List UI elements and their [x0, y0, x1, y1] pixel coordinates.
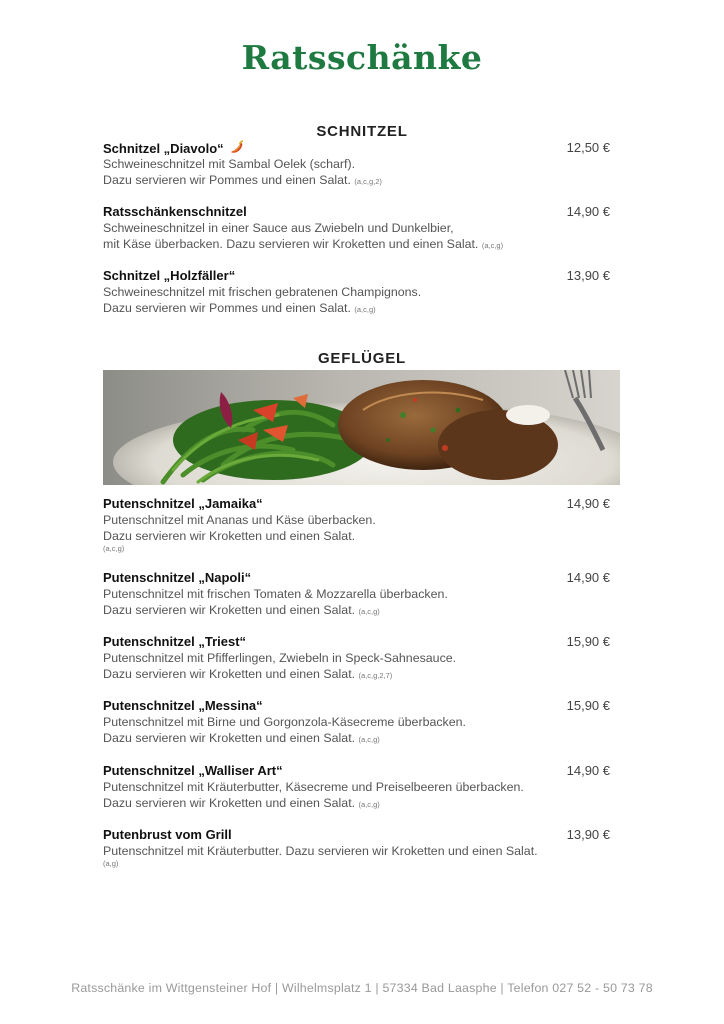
section-title-schnitzel: SCHNITZEL [316, 123, 408, 140]
description-line: Putenschnitzel mit Ananas und Käse überbacken. [103, 513, 376, 527]
item-price: 14,90 € [566, 204, 610, 219]
allergen-codes: (a,c,g) [358, 735, 380, 744]
item-name: Putenschnitzel „Messina“ [103, 698, 263, 713]
item-description [103, 220, 613, 254]
item-description [103, 512, 613, 554]
item-price: 14,90 € [566, 496, 610, 511]
allergen-codes: (a,c,g) [358, 607, 380, 616]
item-name: Putenschnitzel „Napoli“ [103, 570, 252, 585]
menu-item [103, 140, 613, 190]
item-description [103, 586, 613, 620]
allergen-codes: (a,c,g,2) [354, 177, 382, 186]
item-description [103, 779, 613, 813]
item-description [103, 843, 613, 869]
item-name: Ratsschänkenschnitzel [103, 204, 247, 219]
item-price: 15,90 € [566, 634, 610, 649]
allergen-codes: (a,c,g) [354, 305, 376, 314]
menu-item [103, 268, 613, 318]
item-name: Putenschnitzel „Triest“ [103, 634, 247, 649]
allergen-codes: (a,c,g) [358, 800, 380, 809]
item-name: Putenbrust vom Grill [103, 827, 232, 842]
item-description [103, 650, 613, 684]
allergen-codes: (a,g) [103, 859, 119, 868]
item-description [103, 714, 613, 748]
item-price: 15,90 € [566, 698, 610, 713]
description-line: Dazu servieren wir Pommes und einen Salat. [103, 173, 351, 187]
menu-item [103, 763, 613, 813]
description-line: Putenschnitzel mit Birne und Gorgonzola-Käsecreme überbacken. [103, 715, 466, 729]
allergen-codes: (a,c,g,2,7) [358, 671, 393, 680]
menu-item [103, 634, 613, 684]
item-name: Putenschnitzel „Jamaika“ [103, 496, 263, 511]
description-line: Schweineschnitzel mit frischen gebratenen Champignons. [103, 285, 422, 299]
section-title-gefluegel: GEFLÜGEL [317, 350, 407, 367]
description-line: Dazu servieren wir Kroketten und einen Salat. [103, 667, 356, 681]
item-name: Putenschnitzel „Walliser Art“ [103, 763, 283, 778]
description-line: Putenschnitzel mit Kräuterbutter, Käsecreme und Preiselbeeren überbacken. [103, 780, 524, 794]
description-line: Putenschnitzel mit Kräuterbutter. Dazu servieren wir Kroketten und einen Salat. [103, 844, 538, 858]
description-line: mit Käse überbacken. Dazu servieren wir Kroketten und einen Salat. [103, 237, 479, 251]
allergen-codes: (a,c,g) [481, 241, 504, 250]
menu-item [103, 496, 613, 554]
footer-contact: Ratsschänke im Wittgensteiner Hof | Wilhelmsplatz 1 | 57334 Bad Laasphe | Telefon 027 52 - 50 73 78 [71, 981, 653, 995]
item-price: 14,90 € [566, 570, 610, 585]
description-line: Dazu servieren wir Kroketten und einen Salat. [103, 731, 356, 745]
allergen-codes: (a,c,g) [103, 544, 125, 553]
menu-item [103, 698, 613, 748]
item-price: 13,90 € [566, 827, 610, 842]
menu-item [103, 204, 613, 254]
item-price: 12,50 € [566, 140, 610, 155]
item-price: 13,90 € [566, 268, 610, 283]
description-line: Schweineschnitzel mit Sambal Oelek (scharf). [103, 157, 356, 171]
item-name: Schnitzel „Holzfäller“ [103, 268, 236, 283]
description-line: Dazu servieren wir Kroketten und einen Salat. [103, 796, 356, 810]
description-line: Dazu servieren wir Pommes und einen Salat. [103, 301, 351, 315]
menu-item [103, 570, 613, 620]
description-line: Dazu servieren wir Kroketten und einen Salat. [103, 603, 356, 617]
item-price: 14,90 € [566, 763, 610, 778]
description-line: Dazu servieren wir Kroketten und einen Salat. [103, 529, 356, 543]
menu-item [103, 827, 613, 869]
item-description [103, 156, 613, 190]
description-line: Schweineschnitzel in einer Sauce aus Zwiebeln und Dunkelbier, [103, 221, 454, 235]
description-line: Putenschnitzel mit Pfifferlingen, Zwiebeln in Speck-Sahnesauce. [103, 651, 457, 665]
description-line: Putenschnitzel mit frischen Tomaten & Mozzarella überbacken. [103, 587, 448, 601]
brand-logo: Ratsschänke [241, 38, 483, 77]
item-description [103, 284, 613, 318]
grilled-poultry-schnitzel-with-salad-photo [103, 370, 620, 485]
item-name: Schnitzel „Diavolo“ [103, 141, 224, 156]
